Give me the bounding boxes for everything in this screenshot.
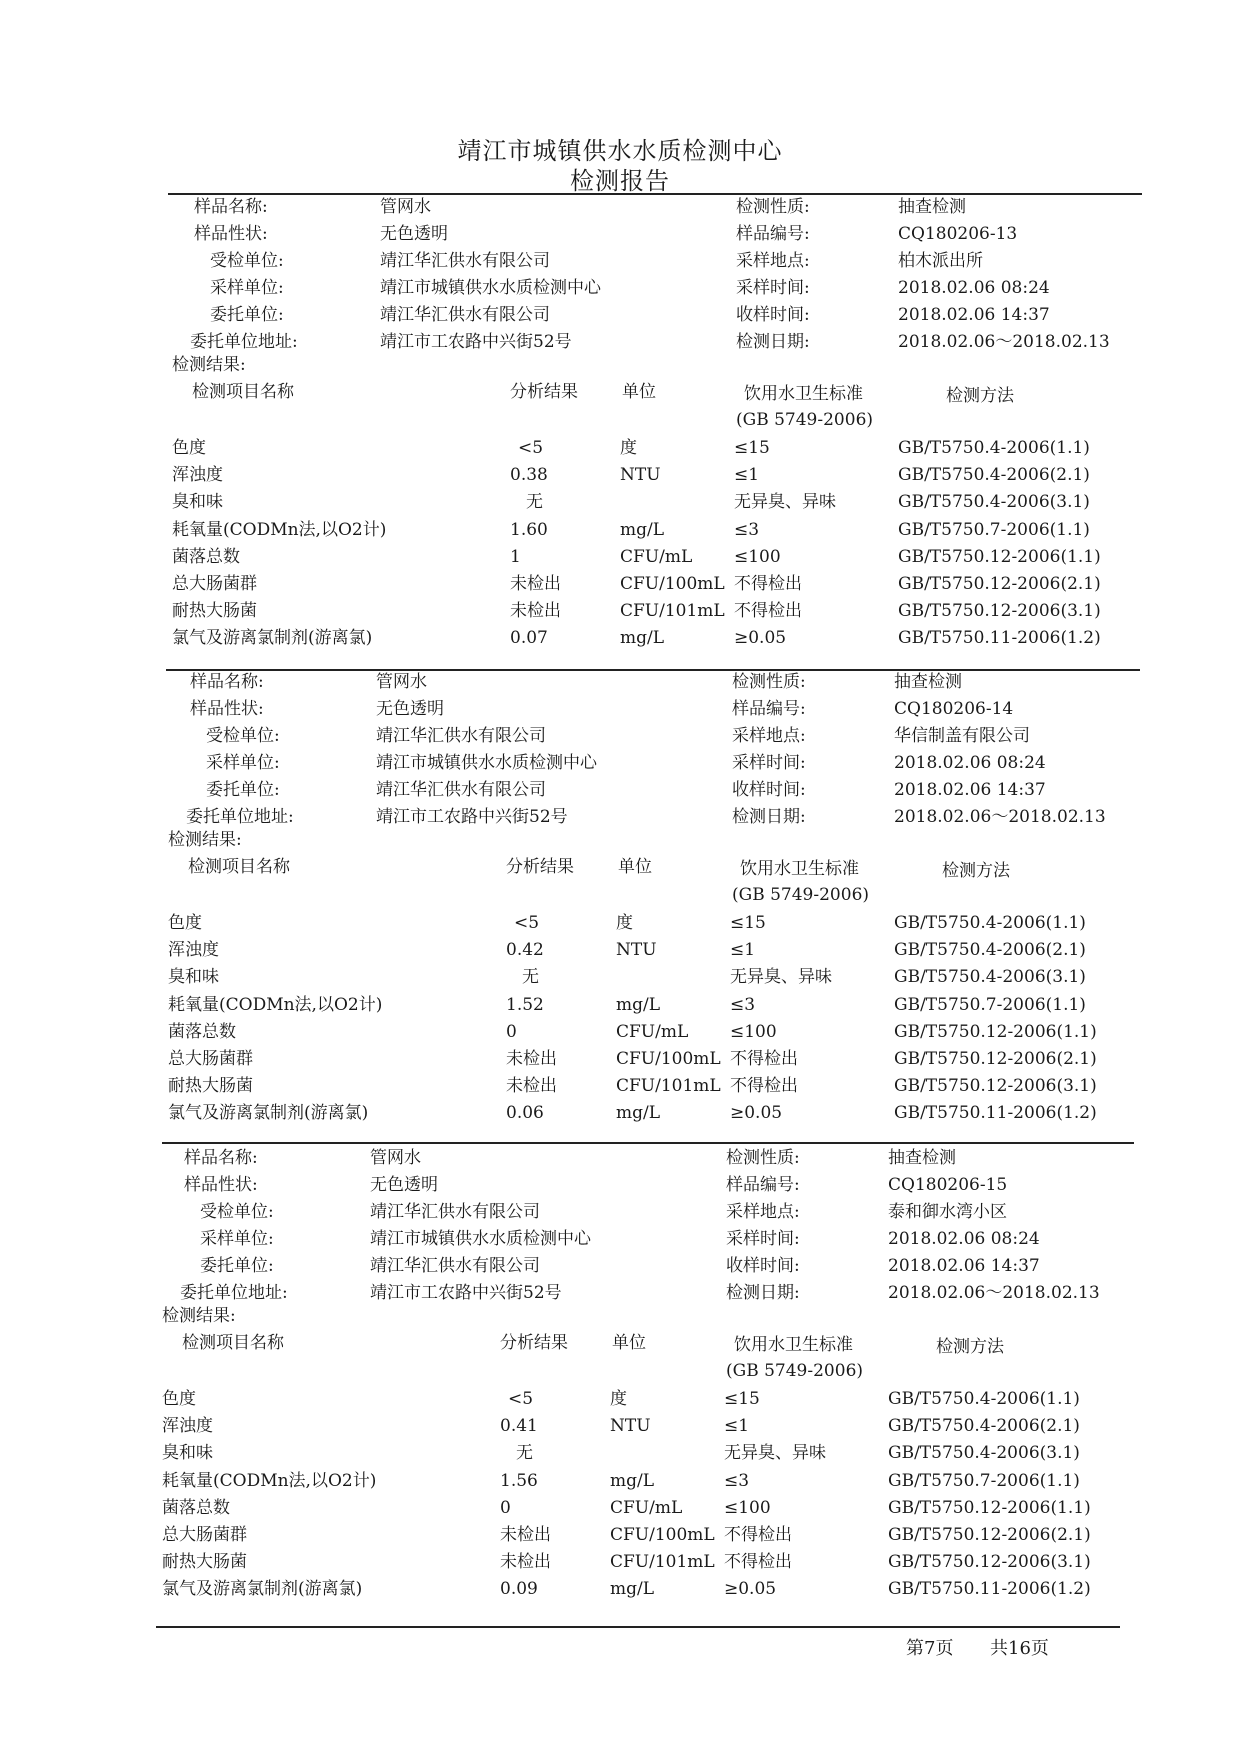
item-name-cell: 色度 xyxy=(162,1389,196,1409)
result-cell: 0.41 xyxy=(500,1416,538,1437)
result-cell: 1.56 xyxy=(500,1470,538,1491)
column-header-standard: 饮用水卫生标准 xyxy=(740,859,859,879)
standard-cell: 不得检出 xyxy=(730,1049,798,1069)
standard-cell: ≤100 xyxy=(724,1497,771,1518)
standard-cell: ≤3 xyxy=(724,1470,750,1491)
unit-cell: NTU xyxy=(616,940,657,961)
label-sampling-unit: 采样单位: xyxy=(210,278,284,298)
value-test-nature: 抽查检测 xyxy=(898,197,966,217)
label-client-unit: 委托单位: xyxy=(210,305,284,325)
standard-cell: ≤1 xyxy=(734,465,760,486)
unit-cell: CFU/100mL xyxy=(610,1525,715,1545)
value-sample-name: 管网水 xyxy=(370,1148,421,1168)
standard-cell: ≤15 xyxy=(734,438,770,458)
value-sample-name: 管网水 xyxy=(376,672,427,692)
column-header-result: 分析结果 xyxy=(506,857,574,877)
item-name-cell: 氯气及游离氯制剂(游离氯) xyxy=(162,1579,363,1600)
item-name-cell: 臭和味 xyxy=(168,967,219,988)
standard-cell: 不得检出 xyxy=(734,574,802,594)
method-cell: GB/T5750.7-2006(1.1) xyxy=(888,1470,1080,1491)
method-cell: GB/T5750.11-2006(1.2) xyxy=(888,1579,1091,1600)
item-name-cell: 耗氧量(CODMn法,以O2计) xyxy=(172,519,387,540)
value-sampling-time: 2018.02.06 08:24 xyxy=(888,1229,1040,1249)
column-header-standard: 饮用水卫生标准 xyxy=(734,1335,853,1355)
label-sample-no: 样品编号: xyxy=(732,699,806,719)
standard-cell: ≤15 xyxy=(730,913,766,933)
value-sampling-unit: 靖江市城镇供水水质检测中心 xyxy=(380,278,601,298)
result-cell: 0.06 xyxy=(506,1103,544,1124)
method-cell: GB/T5750.12-2006(2.1) xyxy=(888,1525,1091,1545)
label-sampling-unit: 采样单位: xyxy=(200,1229,274,1249)
value-client-address: 靖江市工农路中兴街52号 xyxy=(376,807,568,827)
result-cell: 1.60 xyxy=(510,519,548,540)
column-header-item: 检测项目名称 xyxy=(182,1333,284,1353)
column-header-standard-sub: (GB 5749-2006) xyxy=(732,885,870,905)
label-client-address: 委托单位地址: xyxy=(180,1283,288,1303)
value-sample-name: 管网水 xyxy=(380,197,431,217)
result-cell: <5 xyxy=(508,1389,534,1409)
unit-cell: 度 xyxy=(610,1389,627,1409)
standard-cell: 无异臭、异味 xyxy=(724,1443,826,1464)
item-name-cell: 色度 xyxy=(172,438,206,458)
standard-cell: ≥0.05 xyxy=(734,628,787,649)
label-sampling-time: 采样时间: xyxy=(726,1229,800,1249)
standard-cell: 无异臭、异味 xyxy=(734,492,836,513)
method-cell: GB/T5750.4-2006(2.1) xyxy=(888,1416,1080,1437)
unit-cell: mg/L xyxy=(610,1470,655,1491)
standard-cell: 不得检出 xyxy=(724,1525,792,1545)
sample-report-block xyxy=(170,195,1170,665)
method-cell: GB/T5750.4-2006(1.1) xyxy=(898,438,1090,458)
method-cell: GB/T5750.4-2006(1.1) xyxy=(888,1389,1080,1409)
method-cell: GB/T5750.12-2006(3.1) xyxy=(898,601,1101,622)
unit-cell: 度 xyxy=(616,913,633,933)
result-cell: <5 xyxy=(518,438,544,458)
value-client-address: 靖江市工农路中兴街52号 xyxy=(380,332,572,352)
bottom-divider xyxy=(156,1626,1120,1628)
label-sample-name: 样品名称: xyxy=(190,672,264,692)
column-header-result: 分析结果 xyxy=(500,1333,568,1353)
method-cell: GB/T5750.7-2006(1.1) xyxy=(894,994,1086,1015)
label-test-date: 检测日期: xyxy=(732,807,806,827)
value-test-date: 2018.02.06～2018.02.13 xyxy=(894,807,1106,827)
item-name-cell: 耐热大肠菌 xyxy=(162,1552,247,1573)
unit-cell: CFU/100mL xyxy=(616,1049,721,1069)
label-sampling-location: 采样地点: xyxy=(732,726,806,746)
result-cell: 无 xyxy=(526,492,543,513)
item-name-cell: 氯气及游离氯制剂(游离氯) xyxy=(168,1103,369,1124)
value-client-unit: 靖江华汇供水有限公司 xyxy=(380,305,550,325)
item-name-cell: 浑浊度 xyxy=(162,1416,213,1437)
label-inspected-unit: 受检单位: xyxy=(206,726,280,746)
result-cell: 无 xyxy=(522,967,539,988)
result-cell: 未检出 xyxy=(500,1552,551,1573)
unit-cell: mg/L xyxy=(620,628,665,649)
unit-cell: 度 xyxy=(620,438,637,458)
result-cell: <5 xyxy=(514,913,540,933)
value-sampling-location: 柏木派出所 xyxy=(898,251,983,271)
column-header-unit: 单位 xyxy=(622,382,656,402)
label-sample-state: 样品性状: xyxy=(194,224,268,244)
results-label: 检测结果: xyxy=(162,1306,236,1326)
results-label: 检测结果: xyxy=(172,355,246,375)
unit-cell: NTU xyxy=(610,1416,651,1437)
standard-cell: ≤15 xyxy=(724,1389,760,1409)
value-sample-state: 无色透明 xyxy=(370,1175,438,1195)
unit-cell: CFU/101mL xyxy=(616,1076,721,1097)
item-name-cell: 耐热大肠菌 xyxy=(172,601,257,622)
result-cell: 0 xyxy=(500,1497,511,1518)
label-receiving-time: 收样时间: xyxy=(732,780,806,800)
item-name-cell: 耗氧量(CODMn法,以O2计) xyxy=(162,1470,377,1491)
unit-cell: mg/L xyxy=(620,519,665,540)
item-name-cell: 总大肠菌群 xyxy=(162,1525,247,1545)
result-cell: 1 xyxy=(510,546,521,567)
result-cell: 未检出 xyxy=(500,1525,551,1545)
value-test-nature: 抽查检测 xyxy=(888,1148,956,1168)
label-sample-no: 样品编号: xyxy=(736,224,810,244)
method-cell: GB/T5750.7-2006(1.1) xyxy=(898,519,1090,540)
label-sampling-time: 采样时间: xyxy=(736,278,810,298)
result-cell: 未检出 xyxy=(510,574,561,594)
method-cell: GB/T5750.12-2006(1.1) xyxy=(888,1497,1091,1518)
sample-report-block xyxy=(160,1146,1160,1616)
result-cell: 未检出 xyxy=(506,1076,557,1097)
label-client-address: 委托单位地址: xyxy=(186,807,294,827)
unit-cell: NTU xyxy=(620,465,661,486)
column-header-standard-sub: (GB 5749-2006) xyxy=(726,1361,864,1381)
value-sampling-unit: 靖江市城镇供水水质检测中心 xyxy=(370,1229,591,1249)
unit-cell: mg/L xyxy=(610,1579,655,1600)
value-sample-no: CQ180206-15 xyxy=(888,1175,1008,1195)
method-cell: GB/T5750.4-2006(3.1) xyxy=(888,1443,1080,1464)
value-receiving-time: 2018.02.06 14:37 xyxy=(888,1256,1040,1276)
label-test-date: 检测日期: xyxy=(726,1283,800,1303)
method-cell: GB/T5750.12-2006(2.1) xyxy=(898,574,1101,594)
label-inspected-unit: 受检单位: xyxy=(200,1202,274,1222)
method-cell: GB/T5750.11-2006(1.2) xyxy=(894,1103,1097,1124)
column-header-standard: 饮用水卫生标准 xyxy=(744,384,863,404)
standard-cell: ≤3 xyxy=(734,519,760,540)
column-header-standard-sub: (GB 5749-2006) xyxy=(736,410,874,430)
result-cell: 无 xyxy=(516,1443,533,1464)
label-receiving-time: 收样时间: xyxy=(726,1256,800,1276)
standard-cell: 不得检出 xyxy=(730,1076,798,1097)
item-name-cell: 菌落总数 xyxy=(162,1497,230,1518)
column-header-unit: 单位 xyxy=(612,1333,646,1353)
label-client-address: 委托单位地址: xyxy=(190,332,298,352)
result-cell: 未检出 xyxy=(506,1049,557,1069)
value-sampling-time: 2018.02.06 08:24 xyxy=(898,278,1050,298)
result-cell: 未检出 xyxy=(510,601,561,622)
standard-cell: ≤1 xyxy=(724,1416,750,1437)
method-cell: GB/T5750.12-2006(3.1) xyxy=(894,1076,1097,1097)
column-header-item: 检测项目名称 xyxy=(188,857,290,877)
column-header-method: 检测方法 xyxy=(936,1337,1004,1357)
column-header-result: 分析结果 xyxy=(510,382,578,402)
method-cell: GB/T5750.12-2006(1.1) xyxy=(894,1021,1097,1042)
standard-cell: ≥0.05 xyxy=(724,1579,777,1600)
item-name-cell: 色度 xyxy=(168,913,202,933)
standard-cell: ≤1 xyxy=(730,940,756,961)
page-title: 靖江市城镇供水水质检测中心 xyxy=(457,137,783,165)
item-name-cell: 氯气及游离氯制剂(游离氯) xyxy=(172,628,373,649)
item-name-cell: 臭和味 xyxy=(162,1443,213,1464)
method-cell: GB/T5750.4-2006(3.1) xyxy=(898,492,1090,513)
item-name-cell: 总大肠菌群 xyxy=(172,574,257,594)
value-inspected-unit: 靖江华汇供水有限公司 xyxy=(376,726,546,746)
standard-cell: ≤100 xyxy=(734,546,781,567)
value-receiving-time: 2018.02.06 14:37 xyxy=(898,305,1050,325)
label-sample-state: 样品性状: xyxy=(190,699,264,719)
standard-cell: 不得检出 xyxy=(724,1552,792,1573)
unit-cell: mg/L xyxy=(616,994,661,1015)
label-sampling-unit: 采样单位: xyxy=(206,753,280,773)
value-sampling-time: 2018.02.06 08:24 xyxy=(894,753,1046,773)
value-sampling-location: 泰和御水湾小区 xyxy=(888,1202,1007,1222)
unit-cell: mg/L xyxy=(616,1103,661,1124)
value-client-address: 靖江市工农路中兴街52号 xyxy=(370,1283,562,1303)
item-name-cell: 臭和味 xyxy=(172,492,223,513)
value-sampling-location: 华信制盖有限公司 xyxy=(894,726,1030,746)
column-header-unit: 单位 xyxy=(618,857,652,877)
label-client-unit: 委托单位: xyxy=(206,780,280,800)
item-name-cell: 浑浊度 xyxy=(168,940,219,961)
page-number: 第7页 xyxy=(906,1638,954,1659)
value-sampling-unit: 靖江市城镇供水水质检测中心 xyxy=(376,753,597,773)
value-receiving-time: 2018.02.06 14:37 xyxy=(894,780,1046,800)
results-label: 检测结果: xyxy=(168,830,242,850)
column-header-method: 检测方法 xyxy=(946,386,1014,406)
standard-cell: ≤100 xyxy=(730,1021,777,1042)
label-sample-no: 样品编号: xyxy=(726,1175,800,1195)
label-sampling-location: 采样地点: xyxy=(726,1202,800,1222)
method-cell: GB/T5750.11-2006(1.2) xyxy=(898,628,1101,649)
result-cell: 0.09 xyxy=(500,1579,538,1600)
value-inspected-unit: 靖江华汇供水有限公司 xyxy=(370,1202,540,1222)
method-cell: GB/T5750.12-2006(1.1) xyxy=(898,546,1101,567)
standard-cell: 无异臭、异味 xyxy=(730,967,832,988)
label-inspected-unit: 受检单位: xyxy=(210,251,284,271)
unit-cell: CFU/mL xyxy=(610,1497,683,1518)
item-name-cell: 耗氧量(CODMn法,以O2计) xyxy=(168,994,383,1015)
value-sample-state: 无色透明 xyxy=(380,224,448,244)
item-name-cell: 菌落总数 xyxy=(168,1021,236,1042)
label-client-unit: 委托单位: xyxy=(200,1256,274,1276)
label-sampling-time: 采样时间: xyxy=(732,753,806,773)
result-cell: 0 xyxy=(506,1021,517,1042)
label-test-nature: 检测性质: xyxy=(732,672,806,692)
unit-cell: CFU/101mL xyxy=(620,601,725,622)
standard-cell: ≥0.05 xyxy=(730,1103,783,1124)
standard-cell: 不得检出 xyxy=(734,601,802,622)
result-cell: 0.42 xyxy=(506,940,544,961)
item-name-cell: 浑浊度 xyxy=(172,465,223,486)
standard-cell: ≤3 xyxy=(730,994,756,1015)
label-test-nature: 检测性质: xyxy=(726,1148,800,1168)
method-cell: GB/T5750.4-2006(3.1) xyxy=(894,967,1086,988)
value-inspected-unit: 靖江华汇供水有限公司 xyxy=(380,251,550,271)
label-sample-name: 样品名称: xyxy=(184,1148,258,1168)
result-cell: 0.38 xyxy=(510,465,548,486)
page-subtitle: 检测报告 xyxy=(570,167,670,195)
value-test-date: 2018.02.06～2018.02.13 xyxy=(888,1283,1100,1303)
label-sampling-location: 采样地点: xyxy=(736,251,810,271)
method-cell: GB/T5750.4-2006(1.1) xyxy=(894,913,1086,933)
value-client-unit: 靖江华汇供水有限公司 xyxy=(370,1256,540,1276)
item-name-cell: 菌落总数 xyxy=(172,546,240,567)
method-cell: GB/T5750.4-2006(2.1) xyxy=(894,940,1086,961)
sample-report-block xyxy=(166,670,1166,1140)
unit-cell: CFU/101mL xyxy=(610,1552,715,1573)
result-cell: 1.52 xyxy=(506,994,544,1015)
item-name-cell: 总大肠菌群 xyxy=(168,1049,253,1069)
column-header-method: 检测方法 xyxy=(942,861,1010,881)
label-receiving-time: 收样时间: xyxy=(736,305,810,325)
label-test-date: 检测日期: xyxy=(736,332,810,352)
column-header-item: 检测项目名称 xyxy=(192,382,294,402)
value-sample-no: CQ180206-14 xyxy=(894,699,1014,719)
method-cell: GB/T5750.12-2006(2.1) xyxy=(894,1049,1097,1069)
unit-cell: CFU/100mL xyxy=(620,574,725,594)
method-cell: GB/T5750.12-2006(3.1) xyxy=(888,1552,1091,1573)
label-sample-state: 样品性状: xyxy=(184,1175,258,1195)
result-cell: 0.07 xyxy=(510,628,548,649)
value-sample-no: CQ180206-13 xyxy=(898,224,1018,244)
page-total: 共16页 xyxy=(990,1638,1049,1659)
value-test-nature: 抽查检测 xyxy=(894,672,962,692)
label-sample-name: 样品名称: xyxy=(194,197,268,217)
value-client-unit: 靖江华汇供水有限公司 xyxy=(376,780,546,800)
block-divider xyxy=(162,1142,1134,1144)
item-name-cell: 耐热大肠菌 xyxy=(168,1076,253,1097)
unit-cell: CFU/mL xyxy=(616,1021,689,1042)
value-sample-state: 无色透明 xyxy=(376,699,444,719)
method-cell: GB/T5750.4-2006(2.1) xyxy=(898,465,1090,486)
value-test-date: 2018.02.06～2018.02.13 xyxy=(898,332,1110,352)
label-test-nature: 检测性质: xyxy=(736,197,810,217)
unit-cell: CFU/mL xyxy=(620,546,693,567)
